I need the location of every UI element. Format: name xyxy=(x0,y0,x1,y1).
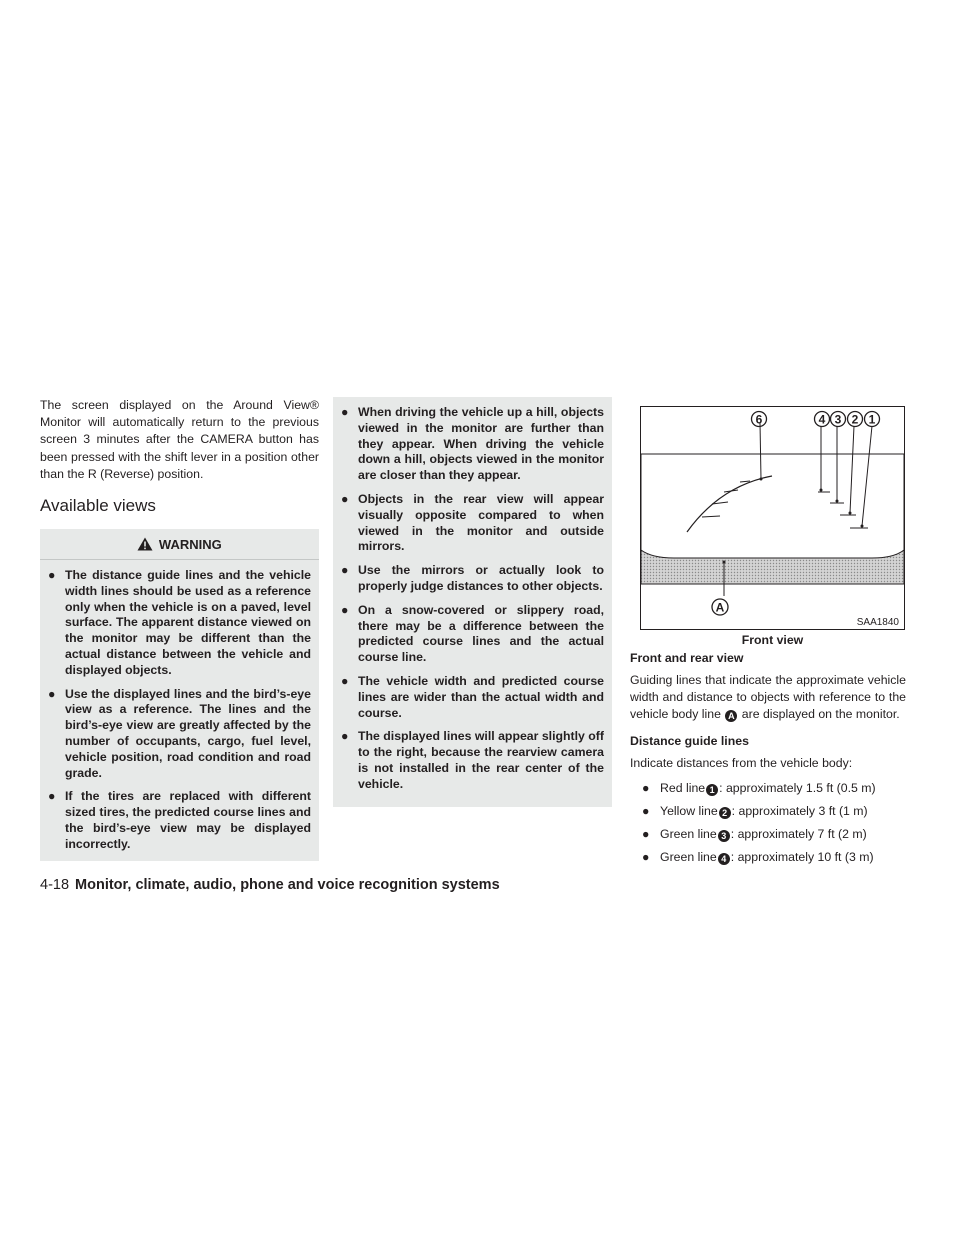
warning-title: WARNING xyxy=(158,537,222,553)
warning-list-right xyxy=(339,405,604,793)
front-rear-paragraph: Guiding lines that indicate the approximate vehicle width and distance to objects with reference to the vehicle body line A are displayed on the monitor. xyxy=(630,673,906,722)
front-view-diagram xyxy=(640,406,905,630)
warning-item: ● The vehicle width and predicted course lines are wider than the actual width and course. xyxy=(341,673,604,720)
distance-list xyxy=(630,780,906,866)
left-column xyxy=(40,397,319,861)
warning-box xyxy=(40,529,319,861)
svg-text:6: 6 xyxy=(755,412,763,427)
warning-item: ● The displayed lines will appear slightly off to the right, because the rearview camera is not installed in the rear center of the vehicle. xyxy=(341,729,604,791)
warning-item: ● The distance guide lines and the vehicle width lines should be used as a reference only when the vehicle is on a paved, level surface. The apparent distance viewed on the monitor may be different than the actual distance between the vehicle and displayed objects. xyxy=(48,568,311,677)
warning-item: ● On a snow-covered or slippery road, there may be a difference between the predicted course lines and the actual course line. xyxy=(341,602,604,665)
warning-item: ● Use the mirrors or actually look to properly judge distances to other objects. xyxy=(341,563,604,593)
list-item: ● Green line 4 : approximately 10 ft (3 m) xyxy=(642,849,874,864)
warning-item: ● Use the displayed lines and the bird’s-eye view as a reference. The lines and the bird’s-eye view are greatly affected by the number of occupants, cargo, fuel level, vehicle position, road condition and road grade. xyxy=(48,686,311,780)
right-column-text xyxy=(630,651,906,872)
page-number: 4-18 xyxy=(40,877,70,893)
svg-text:3: 3 xyxy=(834,412,842,427)
list-item: ● Yellow line 2 : approximately 3 ft (1 m) xyxy=(642,803,868,818)
distance-heading: Distance guide lines xyxy=(630,733,749,748)
warning-item: ● If the tires are replaced with different sized tires, the predicted course lines and the bird’s-eye view may be displayed incorrectly. xyxy=(48,789,311,851)
num-2-icon: 2 xyxy=(719,807,731,819)
warning-item: ● When driving the vehicle up a hill, objects viewed in the monitor are further than they appear. When driving the vehicle down a hill, objects viewed in the monitor are closer than they appear. xyxy=(341,405,604,483)
list-item: ● Green line 3 : approximately 7 ft (2 m) xyxy=(642,826,867,841)
svg-text:A: A xyxy=(715,600,725,615)
distance-intro: Indicate distances from the vehicle body: xyxy=(630,755,853,770)
warning-list-left xyxy=(46,568,311,853)
page-footer xyxy=(40,877,500,893)
figure-code: SAA1840 xyxy=(856,617,899,628)
warning-header xyxy=(40,537,319,560)
warning-item: ● Objects in the rear view will appear visually opposite compared to when viewed in the monitor and outside mirrors. xyxy=(341,491,604,554)
middle-column xyxy=(333,397,612,807)
figure-caption: Front view xyxy=(741,633,804,647)
ref-a-icon: A xyxy=(725,710,737,722)
svg-text:2: 2 xyxy=(851,412,859,427)
warning-icon xyxy=(137,537,153,551)
num-1-icon: 1 xyxy=(706,784,718,796)
chapter-title: Monitor, climate, audio, phone and voice recognition systems xyxy=(75,877,500,893)
warning-box-continued xyxy=(333,397,612,807)
svg-text:1: 1 xyxy=(868,412,876,427)
num-4-icon: 4 xyxy=(718,853,730,865)
front-rear-heading: Front and rear view xyxy=(630,651,744,665)
list-item: ● Red line 1 : approximately 1.5 ft (0.5 m) xyxy=(642,780,876,795)
intro-paragraph: The screen displayed on the Around View® Monitor will automatically return to the previous screen 3 minutes after the CAMERA button has been pressed with the shift lever in a position other than the R (Reverse) position. xyxy=(40,398,319,481)
section-title: Available views xyxy=(40,496,156,516)
svg-text:4: 4 xyxy=(818,412,826,427)
num-3-icon: 3 xyxy=(718,830,730,842)
